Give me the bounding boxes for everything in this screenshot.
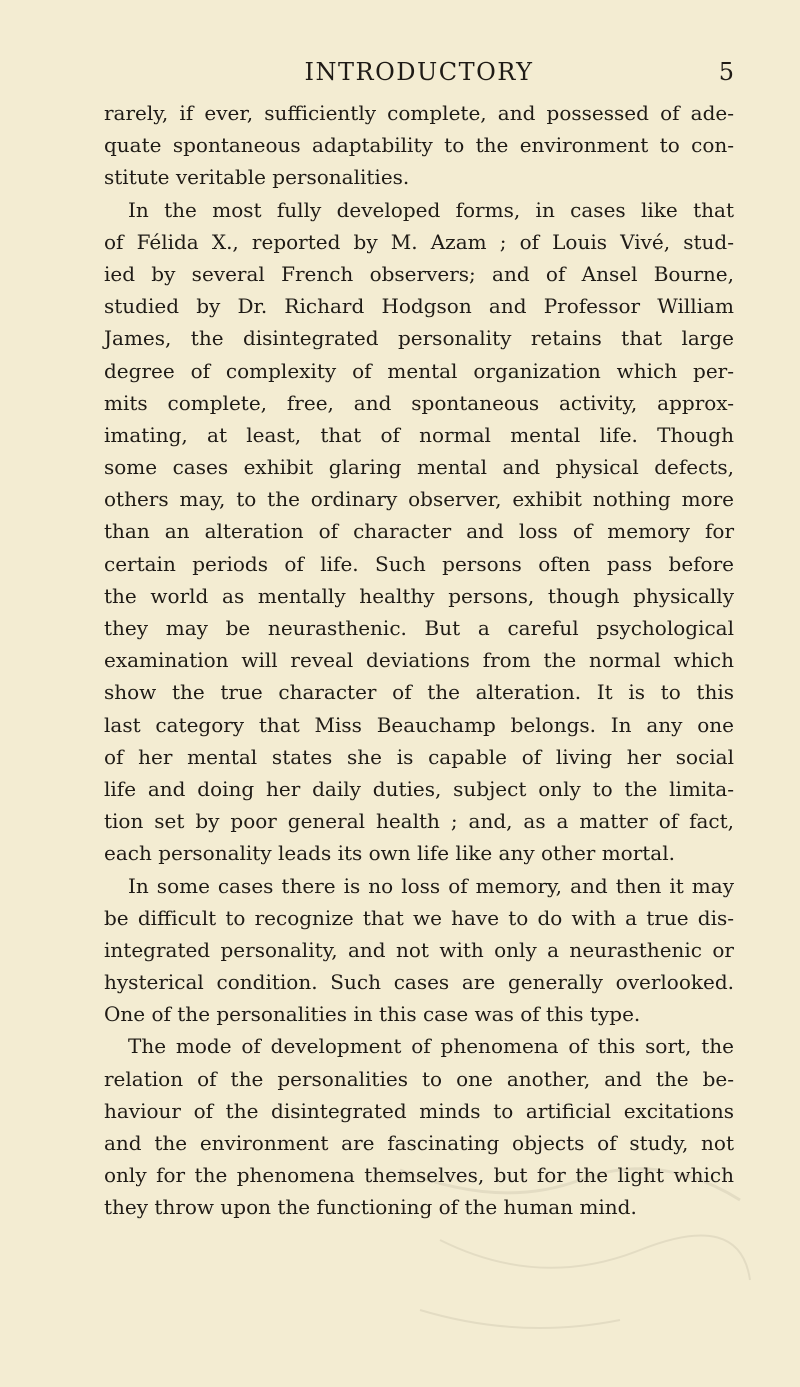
body-text: [104, 97, 734, 1224]
running-head: [104, 52, 734, 92]
text-line: relation of the personalities to one another, and the be-: [104, 1066, 734, 1091]
text-line: some cases exhibit glaring mental and physical defects,: [104, 455, 734, 480]
text-line: certain periods of life. Such persons often pass before: [104, 551, 734, 576]
text-line: of her mental states she is capable of living her social: [104, 744, 734, 769]
text-line: studied by Dr. Richard Hodgson and Professor William: [104, 294, 734, 319]
text-line: rarely, if ever, sufficiently complete, and possessed of ade-: [104, 101, 734, 125]
text-line: In some cases there is no loss of memory, and then it may: [128, 873, 734, 898]
text-line: quate spontaneous adaptability to the environment to con-: [104, 133, 734, 158]
text-line: they may be neurasthenic. But a careful psychological: [104, 616, 734, 640]
text-line: they throw upon the functioning of the human mind.: [104, 1195, 637, 1220]
text-line: of Félida X., reported by M. Azam ; of Louis Vivé, stud-: [104, 229, 734, 254]
text-line: mits complete, free, and spontaneous activity, approx-: [104, 390, 734, 415]
running-title: INTRODUCTORY: [304, 58, 534, 86]
text-line: each personality leads its own life like any other mortal.: [104, 841, 675, 866]
text-line: than an alteration of character and loss of memory for: [104, 519, 734, 544]
text-line: One of the personalities in this case was of this type.: [104, 1002, 641, 1027]
text-line: The mode of development of phenomena of this sort, the: [128, 1034, 734, 1059]
text-line: and the environment are fascinating objects of study, not: [104, 1131, 734, 1155]
text-line: last category that Miss Beauchamp belongs. In any one: [104, 712, 734, 737]
text-line: tion set by poor general health ; and, as a matter of fact,: [104, 809, 734, 834]
text-line: ied by several French observers; and of Ansel Bourne,: [104, 261, 734, 286]
text-line: In the most fully developed forms, in cases like that: [128, 197, 734, 222]
text-line: haviour of the disintegrated minds to artificial excitations: [104, 1098, 734, 1123]
page-number: 5: [718, 58, 734, 86]
text-line: hysterical condition. Such cases are generally overlooked.: [104, 970, 734, 995]
text-line: examination will reveal deviations from the normal which: [104, 648, 734, 673]
text-line: the world as mentally healthy persons, though physically: [104, 583, 734, 608]
text-line: show the true character of the alteration. It is to this: [104, 680, 734, 705]
text-line: imating, at least, that of normal mental life. Though: [104, 422, 734, 447]
text-line: integrated personality, and not with only a neurasthenic or: [104, 937, 734, 962]
text-line: others may, to the ordinary observer, exhibit nothing more: [104, 487, 734, 512]
text-line: degree of complexity of mental organization which per-: [104, 358, 734, 383]
show-through-marks: [380, 1150, 760, 1350]
text-line: only for the phenomena themselves, but for the light which: [104, 1163, 734, 1188]
text-line: James, the disintegrated personality retains that large: [104, 326, 734, 351]
text-line: stitute veritable personalities.: [104, 165, 410, 190]
text-line: life and doing her daily duties, subject only to the limita-: [104, 776, 734, 801]
text-line: be difficult to recognize that we have to do with a true dis-: [104, 905, 734, 930]
